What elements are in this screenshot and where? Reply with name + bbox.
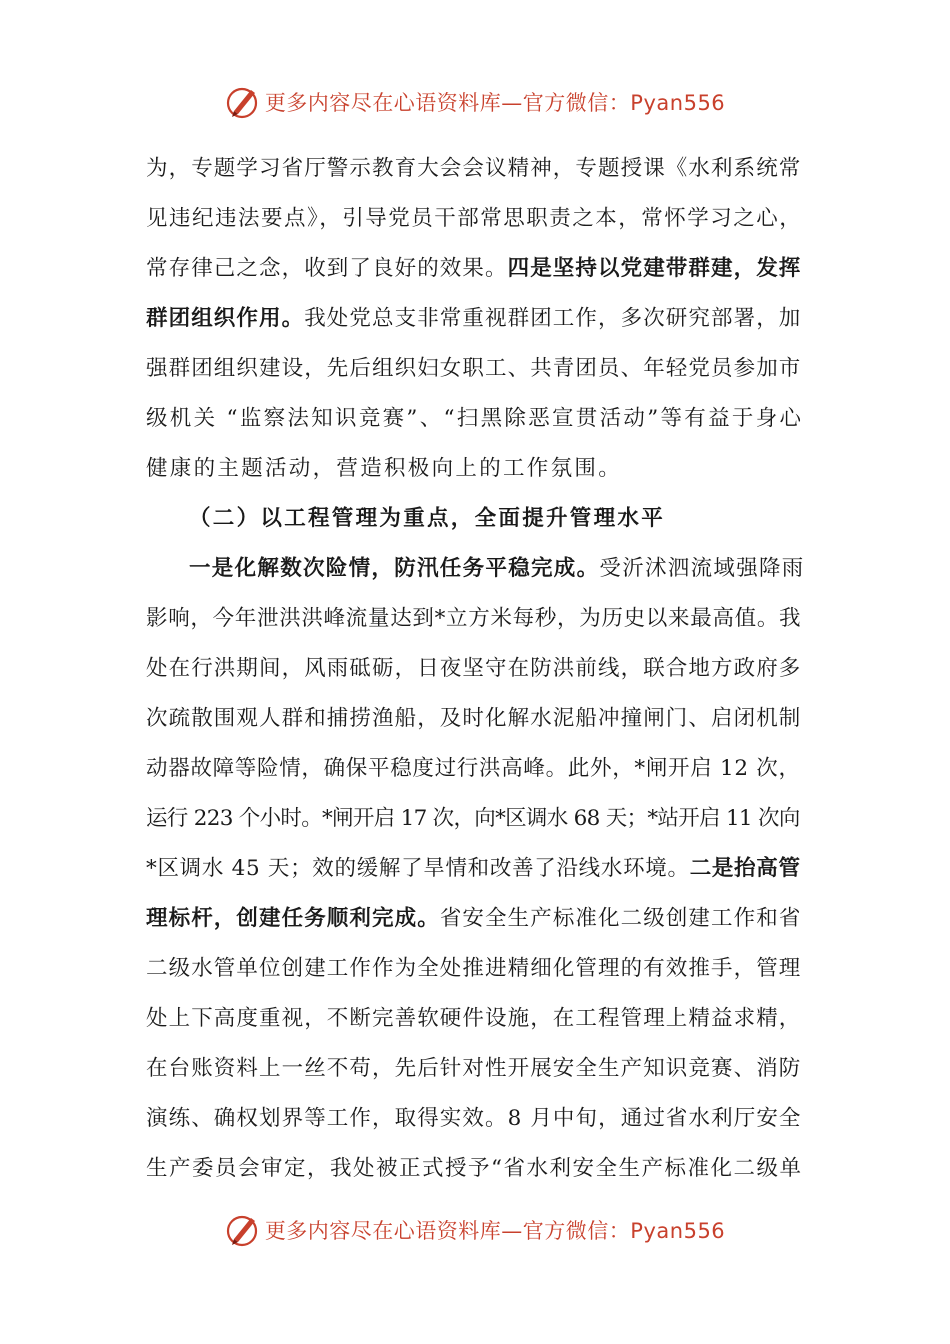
text-segment: 我处党总支非常重视群团工作，多次研究部署，加 xyxy=(304,306,802,331)
text-line xyxy=(146,602,806,652)
text-segment: 见违纪违法要点》，引导党员干部常思职责之本，常怀学习之心， xyxy=(146,206,803,231)
text-segment: 常存律己之念，收到了良好的效果。 xyxy=(146,256,508,281)
text-segment: 演练、确权划界等工作，取得实效。8 月中旬，通过省水利厅安全 xyxy=(146,1106,802,1131)
header-watermark xyxy=(0,82,950,122)
text-line xyxy=(146,952,806,1002)
bold-text-segment: 群团组织作用。 xyxy=(146,306,305,331)
text-line xyxy=(146,1002,806,1052)
bold-text-segment: 四是坚持以党建带群建，发挥 xyxy=(507,256,802,281)
text-line xyxy=(146,252,806,302)
header-watermark-text: 更多内容尽在心语资料库—官方微信：Pyan556 xyxy=(264,91,726,115)
text-line xyxy=(146,852,806,902)
text-line xyxy=(146,452,806,502)
text-segment: 影响，今年泄洪洪峰流量达到*立方米每秒，为历史以来最高值。我 xyxy=(146,606,802,631)
text-line xyxy=(146,502,806,552)
text-segment: 强群团组织建设，先后组织妇女职工、共青团员、年轻党员参加市 xyxy=(146,356,802,381)
text-segment: 处在行洪期间，风雨砥砺，日夜坚守在防洪前线，联合地方政府多 xyxy=(146,656,802,681)
text-segment: 处上下高度重视，不断完善软硬件设施，在工程管理上精益求精， xyxy=(146,1006,802,1031)
bold-text-segment: （二）以工程管理为重点，全面提升管理水平 xyxy=(189,506,666,531)
footer-watermark xyxy=(0,1210,950,1250)
document-body xyxy=(146,152,806,1202)
text-segment: 次疏散围观人群和捕捞渔船，及时化解水泥船冲撞闸门、启闭机制 xyxy=(146,706,802,731)
pen-logo-icon xyxy=(225,84,261,120)
text-line xyxy=(146,1152,806,1202)
text-line xyxy=(146,1102,806,1152)
text-segment: 在台账资料上一丝不苟，先后针对性开展安全生产知识竞赛、消防 xyxy=(146,1056,802,1081)
text-line xyxy=(146,402,806,452)
text-segment: 为，专题学习省厅警示教育大会会议精神，专题授课《水利系统常 xyxy=(146,156,802,181)
bold-text-segment: 二是抬高管 xyxy=(689,856,801,881)
pen-logo-icon xyxy=(225,1212,261,1248)
text-segment: 运行 223 个小时。*闸开启 17 次，向*区调水 68 天；*站开启 11 次向 xyxy=(146,806,800,831)
text-segment: 动器故障等险情，确保平稳度过行洪高峰。此外，*闸开启 12 次， xyxy=(146,756,801,781)
bold-text-segment: 理标杆，创建任务顺利完成。 xyxy=(146,906,440,931)
text-line xyxy=(146,802,806,852)
text-line xyxy=(146,902,806,952)
text-segment: 受沂沭泗流域强降雨 xyxy=(599,556,805,581)
text-line xyxy=(146,352,806,402)
text-line xyxy=(146,652,806,702)
text-segment: 生产委员会审定，我处被正式授予“省水利安全生产标准化二级单 xyxy=(146,1156,803,1181)
text-segment: 级机关 “监察法知识竞赛”、“扫黑除恶宣贯活动”等有益于身心 xyxy=(146,406,804,431)
text-segment: 二级水管单位创建工作作为全处推进精细化管理的有效推手，管理 xyxy=(146,956,802,981)
text-line xyxy=(146,302,806,352)
text-segment: 健康的主题活动，营造积极向上的工作氛围。 xyxy=(146,456,623,481)
text-line xyxy=(146,152,806,202)
text-line xyxy=(146,752,806,802)
text-line xyxy=(146,1052,806,1102)
bold-text-segment: 一是化解数次险情，防汛任务平稳完成。 xyxy=(189,556,600,581)
text-segment: 省安全生产标准化二级创建工作和省 xyxy=(439,906,802,931)
text-line xyxy=(146,702,806,752)
text-line xyxy=(146,202,806,252)
footer-watermark-text: 更多内容尽在心语资料库—官方微信：Pyan556 xyxy=(264,1219,726,1243)
text-segment: *区调水 45 天；效的缓解了旱情和改善了沿线水环境。 xyxy=(146,856,690,881)
text-line xyxy=(146,552,806,602)
